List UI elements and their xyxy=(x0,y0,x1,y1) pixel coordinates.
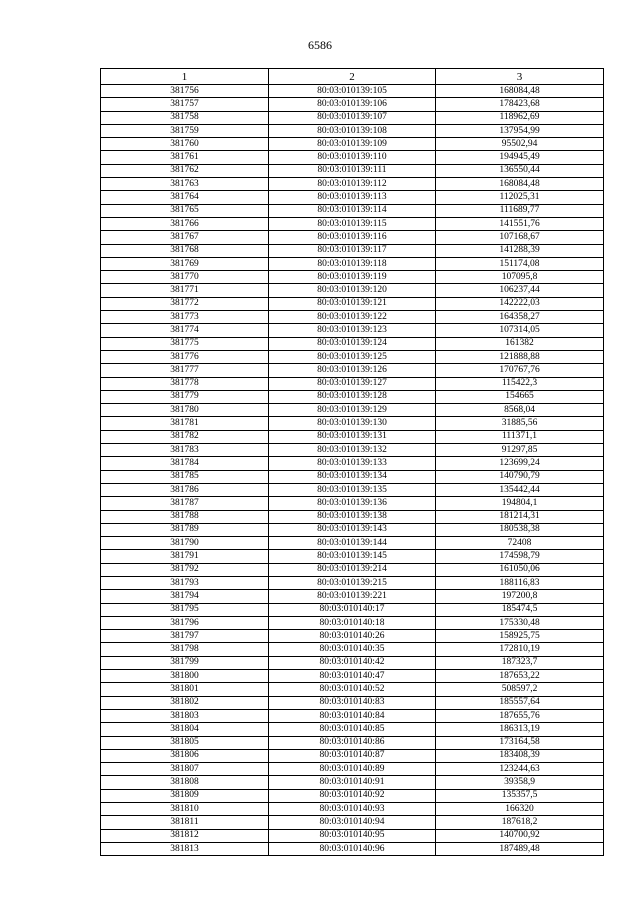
row-number-cell: 381802 xyxy=(101,696,269,709)
row-number-cell: 381791 xyxy=(101,550,269,563)
value-cell: 136550,44 xyxy=(436,164,604,177)
value-cell: 151174,08 xyxy=(436,257,604,270)
row-number-cell: 381793 xyxy=(101,576,269,589)
table-row xyxy=(101,789,604,802)
table-row xyxy=(101,404,604,417)
value-cell: 172810,19 xyxy=(436,643,604,656)
value-cell: 142222,03 xyxy=(436,297,604,310)
cadastral-number-cell: 80:03:010139:110 xyxy=(269,151,436,164)
row-number-cell: 381785 xyxy=(101,470,269,483)
row-number-cell: 381768 xyxy=(101,244,269,257)
table-row xyxy=(101,430,604,443)
table-row xyxy=(101,417,604,430)
data-table xyxy=(100,68,604,856)
value-cell: 107168,67 xyxy=(436,231,604,244)
table-row xyxy=(101,616,604,629)
row-number-cell: 381772 xyxy=(101,297,269,310)
table-row xyxy=(101,630,604,643)
table-row xyxy=(101,470,604,483)
row-number-cell: 381774 xyxy=(101,324,269,337)
table-row xyxy=(101,523,604,536)
row-number-cell: 381756 xyxy=(101,85,269,98)
page-number: 6586 xyxy=(308,38,332,52)
row-number-cell: 381778 xyxy=(101,377,269,390)
value-cell: 39358,9 xyxy=(436,776,604,789)
row-number-cell: 381807 xyxy=(101,763,269,776)
row-number-cell: 381800 xyxy=(101,670,269,683)
table-row xyxy=(101,457,604,470)
cadastral-number-cell: 80:03:010140:95 xyxy=(269,829,436,842)
table-row xyxy=(101,364,604,377)
table-row xyxy=(101,603,604,616)
value-cell: 141288,39 xyxy=(436,244,604,257)
cadastral-number-cell: 80:03:010140:18 xyxy=(269,616,436,629)
value-cell: 194945,49 xyxy=(436,151,604,164)
cadastral-number-cell: 80:03:010139:119 xyxy=(269,271,436,284)
cadastral-number-cell: 80:03:010140:83 xyxy=(269,696,436,709)
cadastral-number-cell: 80:03:010140:87 xyxy=(269,749,436,762)
table-row xyxy=(101,643,604,656)
value-cell: 118962,69 xyxy=(436,111,604,124)
value-cell: 187618,2 xyxy=(436,816,604,829)
table-row xyxy=(101,829,604,842)
row-number-cell: 381813 xyxy=(101,842,269,855)
row-number-cell: 381765 xyxy=(101,204,269,217)
row-number-cell: 381776 xyxy=(101,350,269,363)
table-row xyxy=(101,803,604,816)
row-number-cell: 381784 xyxy=(101,457,269,470)
table-row xyxy=(101,749,604,762)
cadastral-number-cell: 80:03:010140:26 xyxy=(269,630,436,643)
table-row xyxy=(101,178,604,191)
value-cell: 111371,1 xyxy=(436,430,604,443)
row-number-cell: 381804 xyxy=(101,723,269,736)
table-row xyxy=(101,444,604,457)
value-cell: 107314,05 xyxy=(436,324,604,337)
value-cell: 72408 xyxy=(436,537,604,550)
cadastral-number-cell: 80:03:010139:113 xyxy=(269,191,436,204)
value-cell: 135442,44 xyxy=(436,483,604,496)
cadastral-number-cell: 80:03:010139:136 xyxy=(269,497,436,510)
row-number-cell: 381812 xyxy=(101,829,269,842)
value-cell: 164358,27 xyxy=(436,311,604,324)
value-cell: 140790,79 xyxy=(436,470,604,483)
value-cell: 140700,92 xyxy=(436,829,604,842)
cadastral-number-cell: 80:03:010139:112 xyxy=(269,178,436,191)
cadastral-number-cell: 80:03:010140:35 xyxy=(269,643,436,656)
value-cell: 31885,56 xyxy=(436,417,604,430)
table-row xyxy=(101,563,604,576)
cadastral-number-cell: 80:03:010139:126 xyxy=(269,364,436,377)
cadastral-number-cell: 80:03:010139:106 xyxy=(269,98,436,111)
row-number-cell: 381811 xyxy=(101,816,269,829)
table-row xyxy=(101,111,604,124)
value-cell: 161050,06 xyxy=(436,563,604,576)
value-cell: 180538,38 xyxy=(436,523,604,536)
value-cell: 181214,31 xyxy=(436,510,604,523)
row-number-cell: 381762 xyxy=(101,164,269,177)
cadastral-number-cell: 80:03:010139:130 xyxy=(269,417,436,430)
value-cell: 91297,85 xyxy=(436,444,604,457)
value-cell: 197200,8 xyxy=(436,590,604,603)
value-cell: 186313,19 xyxy=(436,723,604,736)
row-number-cell: 381781 xyxy=(101,417,269,430)
table-row xyxy=(101,497,604,510)
value-cell: 115422,3 xyxy=(436,377,604,390)
column-header-1: 1 xyxy=(101,69,269,85)
cadastral-number-cell: 80:03:010139:129 xyxy=(269,404,436,417)
cadastral-number-cell: 80:03:010140:47 xyxy=(269,670,436,683)
cadastral-number-cell: 80:03:010139:145 xyxy=(269,550,436,563)
table-row xyxy=(101,244,604,257)
row-number-cell: 381806 xyxy=(101,749,269,762)
cadastral-number-cell: 80:03:010139:131 xyxy=(269,430,436,443)
row-number-cell: 381782 xyxy=(101,430,269,443)
table-row xyxy=(101,297,604,310)
value-cell: 508597,2 xyxy=(436,683,604,696)
value-cell: 187655,76 xyxy=(436,709,604,722)
cadastral-number-cell: 80:03:010139:127 xyxy=(269,377,436,390)
cadastral-number-cell: 80:03:010139:138 xyxy=(269,510,436,523)
table-row xyxy=(101,138,604,151)
table-row xyxy=(101,271,604,284)
cadastral-number-cell: 80:03:010139:118 xyxy=(269,257,436,270)
table-row xyxy=(101,483,604,496)
column-header-3: 3 xyxy=(436,69,604,85)
row-number-cell: 381759 xyxy=(101,124,269,137)
table-row xyxy=(101,231,604,244)
table-row xyxy=(101,284,604,297)
row-number-cell: 381760 xyxy=(101,138,269,151)
cadastral-number-cell: 80:03:010139:123 xyxy=(269,324,436,337)
row-number-cell: 381799 xyxy=(101,656,269,669)
value-cell: 123244,63 xyxy=(436,763,604,776)
table-row xyxy=(101,776,604,789)
cadastral-number-cell: 80:03:010139:105 xyxy=(269,85,436,98)
table-row xyxy=(101,816,604,829)
cadastral-number-cell: 80:03:010139:115 xyxy=(269,217,436,230)
row-number-cell: 381783 xyxy=(101,444,269,457)
cadastral-number-cell: 80:03:010140:91 xyxy=(269,776,436,789)
row-number-cell: 381809 xyxy=(101,789,269,802)
table-row xyxy=(101,191,604,204)
value-cell: 166320 xyxy=(436,803,604,816)
column-header-2: 2 xyxy=(269,69,436,85)
table-row xyxy=(101,763,604,776)
cadastral-number-cell: 80:03:010139:133 xyxy=(269,457,436,470)
row-number-cell: 381810 xyxy=(101,803,269,816)
table-row xyxy=(101,590,604,603)
value-cell: 141551,76 xyxy=(436,217,604,230)
row-number-cell: 381786 xyxy=(101,483,269,496)
row-number-cell: 381792 xyxy=(101,563,269,576)
value-cell: 185474,5 xyxy=(436,603,604,616)
row-number-cell: 381780 xyxy=(101,404,269,417)
value-cell: 137954,99 xyxy=(436,124,604,137)
cadastral-number-cell: 80:03:010140:89 xyxy=(269,763,436,776)
table-row xyxy=(101,204,604,217)
table-body xyxy=(101,85,604,856)
table-row xyxy=(101,576,604,589)
cadastral-number-cell: 80:03:010140:96 xyxy=(269,842,436,855)
row-number-cell: 381769 xyxy=(101,257,269,270)
table-row xyxy=(101,390,604,403)
cadastral-number-cell: 80:03:010139:221 xyxy=(269,590,436,603)
table-row xyxy=(101,350,604,363)
cadastral-number-cell: 80:03:010139:132 xyxy=(269,444,436,457)
table-row xyxy=(101,670,604,683)
row-number-cell: 381801 xyxy=(101,683,269,696)
table-row xyxy=(101,85,604,98)
table-row xyxy=(101,656,604,669)
cadastral-number-cell: 80:03:010139:121 xyxy=(269,297,436,310)
row-number-cell: 381777 xyxy=(101,364,269,377)
value-cell: 106237,44 xyxy=(436,284,604,297)
value-cell: 188116,83 xyxy=(436,576,604,589)
row-number-cell: 381805 xyxy=(101,736,269,749)
row-number-cell: 381761 xyxy=(101,151,269,164)
value-cell: 168084,48 xyxy=(436,178,604,191)
row-number-cell: 381803 xyxy=(101,709,269,722)
cadastral-number-cell: 80:03:010140:92 xyxy=(269,789,436,802)
table-row xyxy=(101,842,604,855)
row-number-cell: 381797 xyxy=(101,630,269,643)
table-row xyxy=(101,164,604,177)
value-cell: 185557,64 xyxy=(436,696,604,709)
row-number-cell: 381787 xyxy=(101,497,269,510)
value-cell: 161382 xyxy=(436,337,604,350)
cadastral-number-cell: 80:03:010140:86 xyxy=(269,736,436,749)
table-row xyxy=(101,151,604,164)
value-cell: 8568,04 xyxy=(436,404,604,417)
cadastral-number-cell: 80:03:010139:124 xyxy=(269,337,436,350)
value-cell: 135357,5 xyxy=(436,789,604,802)
cadastral-number-cell: 80:03:010139:214 xyxy=(269,563,436,576)
cadastral-number-cell: 80:03:010139:135 xyxy=(269,483,436,496)
cadastral-number-cell: 80:03:010140:94 xyxy=(269,816,436,829)
table-header-row xyxy=(101,69,604,85)
value-cell: 123699,24 xyxy=(436,457,604,470)
row-number-cell: 381764 xyxy=(101,191,269,204)
value-cell: 187653,22 xyxy=(436,670,604,683)
row-number-cell: 381795 xyxy=(101,603,269,616)
value-cell: 111689,77 xyxy=(436,204,604,217)
table-row xyxy=(101,537,604,550)
row-number-cell: 381788 xyxy=(101,510,269,523)
row-number-cell: 381789 xyxy=(101,523,269,536)
table-row xyxy=(101,696,604,709)
row-number-cell: 381779 xyxy=(101,390,269,403)
cadastral-number-cell: 80:03:010139:109 xyxy=(269,138,436,151)
cadastral-number-cell: 80:03:010140:52 xyxy=(269,683,436,696)
value-cell: 158925,75 xyxy=(436,630,604,643)
row-number-cell: 381771 xyxy=(101,284,269,297)
table-row xyxy=(101,736,604,749)
table-row xyxy=(101,510,604,523)
table-row xyxy=(101,217,604,230)
row-number-cell: 381796 xyxy=(101,616,269,629)
value-cell: 154665 xyxy=(436,390,604,403)
value-cell: 174598,79 xyxy=(436,550,604,563)
cadastral-number-cell: 80:03:010140:85 xyxy=(269,723,436,736)
row-number-cell: 381763 xyxy=(101,178,269,191)
row-number-cell: 381757 xyxy=(101,98,269,111)
cadastral-number-cell: 80:03:010140:42 xyxy=(269,656,436,669)
cadastral-number-cell: 80:03:010139:114 xyxy=(269,204,436,217)
table-row xyxy=(101,683,604,696)
cadastral-number-cell: 80:03:010139:215 xyxy=(269,576,436,589)
value-cell: 121888,88 xyxy=(436,350,604,363)
cadastral-number-cell: 80:03:010140:93 xyxy=(269,803,436,816)
cadastral-number-cell: 80:03:010139:116 xyxy=(269,231,436,244)
value-cell: 112025,31 xyxy=(436,191,604,204)
row-number-cell: 381808 xyxy=(101,776,269,789)
value-cell: 173164,58 xyxy=(436,736,604,749)
cadastral-number-cell: 80:03:010139:107 xyxy=(269,111,436,124)
row-number-cell: 381790 xyxy=(101,537,269,550)
table-row xyxy=(101,124,604,137)
row-number-cell: 381758 xyxy=(101,111,269,124)
row-number-cell: 381775 xyxy=(101,337,269,350)
row-number-cell: 381773 xyxy=(101,311,269,324)
cadastral-number-cell: 80:03:010139:144 xyxy=(269,537,436,550)
value-cell: 187323,7 xyxy=(436,656,604,669)
table-row xyxy=(101,324,604,337)
value-cell: 95502,94 xyxy=(436,138,604,151)
cadastral-number-cell: 80:03:010140:84 xyxy=(269,709,436,722)
cadastral-number-cell: 80:03:010139:134 xyxy=(269,470,436,483)
table-row xyxy=(101,98,604,111)
cadastral-number-cell: 80:03:010139:108 xyxy=(269,124,436,137)
cadastral-number-cell: 80:03:010139:117 xyxy=(269,244,436,257)
cadastral-number-cell: 80:03:010139:122 xyxy=(269,311,436,324)
value-cell: 187489,48 xyxy=(436,842,604,855)
table-row xyxy=(101,723,604,736)
value-cell: 168084,48 xyxy=(436,85,604,98)
row-number-cell: 381798 xyxy=(101,643,269,656)
value-cell: 107095,8 xyxy=(436,271,604,284)
cadastral-number-cell: 80:03:010139:125 xyxy=(269,350,436,363)
table-row xyxy=(101,550,604,563)
table-row xyxy=(101,337,604,350)
row-number-cell: 381794 xyxy=(101,590,269,603)
table-row xyxy=(101,311,604,324)
value-cell: 183408,39 xyxy=(436,749,604,762)
cadastral-number-cell: 80:03:010139:111 xyxy=(269,164,436,177)
cadastral-number-cell: 80:03:010139:128 xyxy=(269,390,436,403)
table-row xyxy=(101,709,604,722)
table-row xyxy=(101,257,604,270)
cadastral-number-cell: 80:03:010139:120 xyxy=(269,284,436,297)
value-cell: 194804,1 xyxy=(436,497,604,510)
value-cell: 175330,48 xyxy=(436,616,604,629)
row-number-cell: 381770 xyxy=(101,271,269,284)
value-cell: 170767,76 xyxy=(436,364,604,377)
table-row xyxy=(101,377,604,390)
row-number-cell: 381766 xyxy=(101,217,269,230)
cadastral-number-cell: 80:03:010139:143 xyxy=(269,523,436,536)
cadastral-number-cell: 80:03:010140:17 xyxy=(269,603,436,616)
value-cell: 178423,68 xyxy=(436,98,604,111)
row-number-cell: 381767 xyxy=(101,231,269,244)
